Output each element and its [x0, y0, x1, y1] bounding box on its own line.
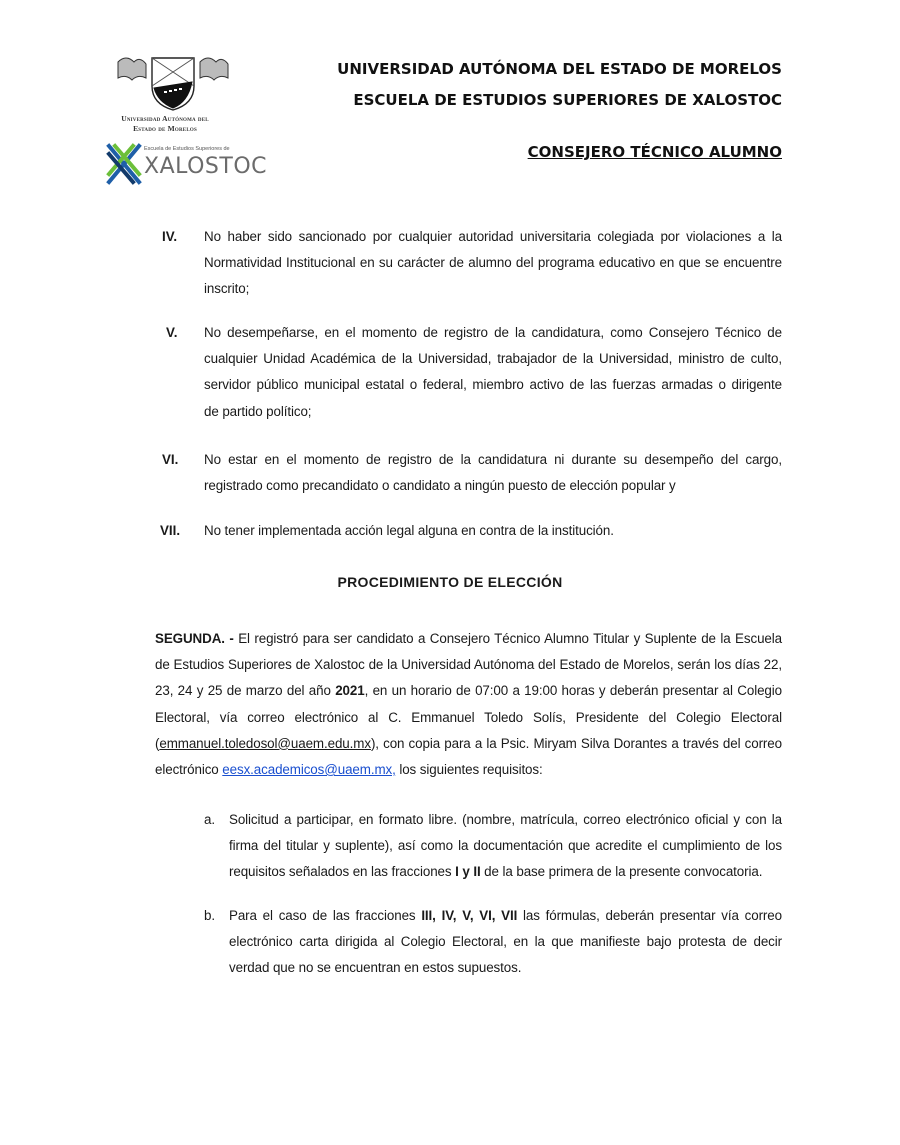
item-text: Para el caso de las fracciones: [229, 908, 422, 923]
requirement-line: registrado como precandidato o candidato a ningún puesto de elección popular y: [204, 478, 676, 494]
header-school: ESCUELA DE ESTUDIOS SUPERIORES DE XALOSTOC: [353, 91, 782, 109]
school-logo-subtitle: Escuela de Estudios Superiores de: [144, 146, 230, 152]
requirement-line: No estar en el momento de registro de la candidatura ni durante su desempeño del cargo,: [204, 452, 782, 467]
header-university: UNIVERSIDAD AUTÓNOMA DEL ESTADO DE MORELOS: [337, 60, 782, 78]
requirement-numeral: VII.: [160, 523, 181, 538]
segunda-line: [155, 678, 782, 704]
requirement-line: No desempeñarse, en el momento de registro de la candidatura, como Consejero Técnico de: [204, 325, 782, 340]
item-line: verdad que no se encuentran en estos supuestos.: [229, 960, 522, 976]
school-logo-wordmark: XALOSTOC: [144, 154, 267, 179]
item-text: requisitos señalados en las fracciones: [229, 864, 456, 880]
university-caption-line1: Universidad Autónoma del: [121, 114, 209, 123]
item-line: firma del titular y suplente), así como la documentación que acredite el cumplimiento de los: [229, 838, 782, 854]
segunda-line: [155, 626, 782, 652]
requirement-numeral: IV.: [162, 229, 178, 244]
requirement-line: inscrito;: [204, 281, 250, 297]
item-text: de la base primera de la presente convocatoria.: [480, 864, 763, 880]
segunda-label: SEGUNDA. -: [155, 631, 234, 646]
xalostoc-x-icon: [106, 142, 142, 186]
item-marker: a.: [204, 812, 215, 827]
header-council: CONSEJERO TÉCNICO ALUMNO: [527, 143, 782, 161]
segunda-line: de Estudios Superiores de Xalostoc de la Universidad Autónoma del Estado de Morelos, serán los días 22,: [155, 657, 782, 673]
requirement-v: [204, 320, 782, 425]
requirement-line: Normatividad Institucional en su carácter de alumno del programa educativo en que se encuentre: [204, 255, 782, 271]
university-caption-line2: Estado de Morelos: [133, 124, 197, 133]
requirement-numeral: V.: [166, 325, 178, 340]
item-line: [229, 903, 782, 929]
segunda-text: El registró para ser candidato a Consejero Técnico Alumno Titular y Suplente de la Escuela: [233, 631, 782, 646]
item-bold: III, IV, V, VI, VII: [421, 908, 518, 923]
requirement-iv: [204, 224, 782, 303]
email-link-president[interactable]: emmanuel.toledosol@uaem.edu.mx: [159, 735, 371, 751]
segunda-year: 2021: [335, 683, 365, 699]
requirement-line: cualquier Unidad Académica de la Universidad, trabajador de la Universidad, ministro de culto,: [204, 351, 782, 367]
segunda-text: , en un horario de 07:00 a 19:00 horas y deberán presentar al Colegio: [364, 683, 782, 699]
university-caption: [100, 114, 230, 134]
item-b: [229, 903, 782, 982]
segunda-text: electrónico: [155, 762, 223, 778]
item-marker: b.: [204, 908, 215, 923]
segunda-text: ), con copia para a la Psic. Miryam Silva Dorantes a través del correo: [370, 735, 782, 751]
school-logo: [106, 142, 267, 190]
requirement-vi: [204, 447, 782, 499]
section-title: PROCEDIMIENTO DE ELECCIÓN: [337, 574, 563, 590]
item-line: Solicitud a participar, en formato libre. (nombre, matrícula, correo electrónico oficial y con la: [229, 812, 782, 827]
segunda-text: los siguientes requisitos:: [395, 762, 543, 778]
segunda-text: (: [155, 735, 160, 751]
segunda-paragraph: [155, 626, 782, 783]
requirement-numeral: VI.: [162, 452, 179, 467]
requirement-line: de partido político;: [204, 403, 312, 419]
segunda-line: [155, 757, 782, 783]
university-logo: [100, 52, 240, 134]
segunda-line: [155, 731, 782, 757]
requirement-line: servidor público municipal estatal o federal, miembro activo de las fuerzas armadas o dirigente: [204, 377, 782, 393]
item-text: las fórmulas, deberán presentar vía correo: [517, 908, 782, 923]
email-link-academicos[interactable]: eesx.academicos@uaem.mx,: [222, 762, 396, 778]
requirement-line: No haber sido sancionado por cualquier autoridad universitaria colegiada por violaciones a la: [204, 229, 782, 244]
item-bold: I y II: [455, 864, 481, 880]
requirement-line: No tener implementada acción legal alguna en contra de la institución.: [204, 523, 614, 538]
requirement-vii: [204, 518, 782, 544]
item-line: electrónico carta dirigida al Colegio Electoral, en la que manifieste bajo protesta de decir: [229, 934, 782, 950]
university-crest-icon: [108, 52, 238, 112]
segunda-line: Electoral, vía correo electrónico al C. Emmanuel Toledo Solís, Presidente del Colegio Electoral: [155, 709, 782, 725]
segunda-text: 23, 24 y 25 de marzo del año: [155, 683, 336, 699]
item-line: [229, 859, 782, 885]
item-a: [229, 807, 782, 886]
